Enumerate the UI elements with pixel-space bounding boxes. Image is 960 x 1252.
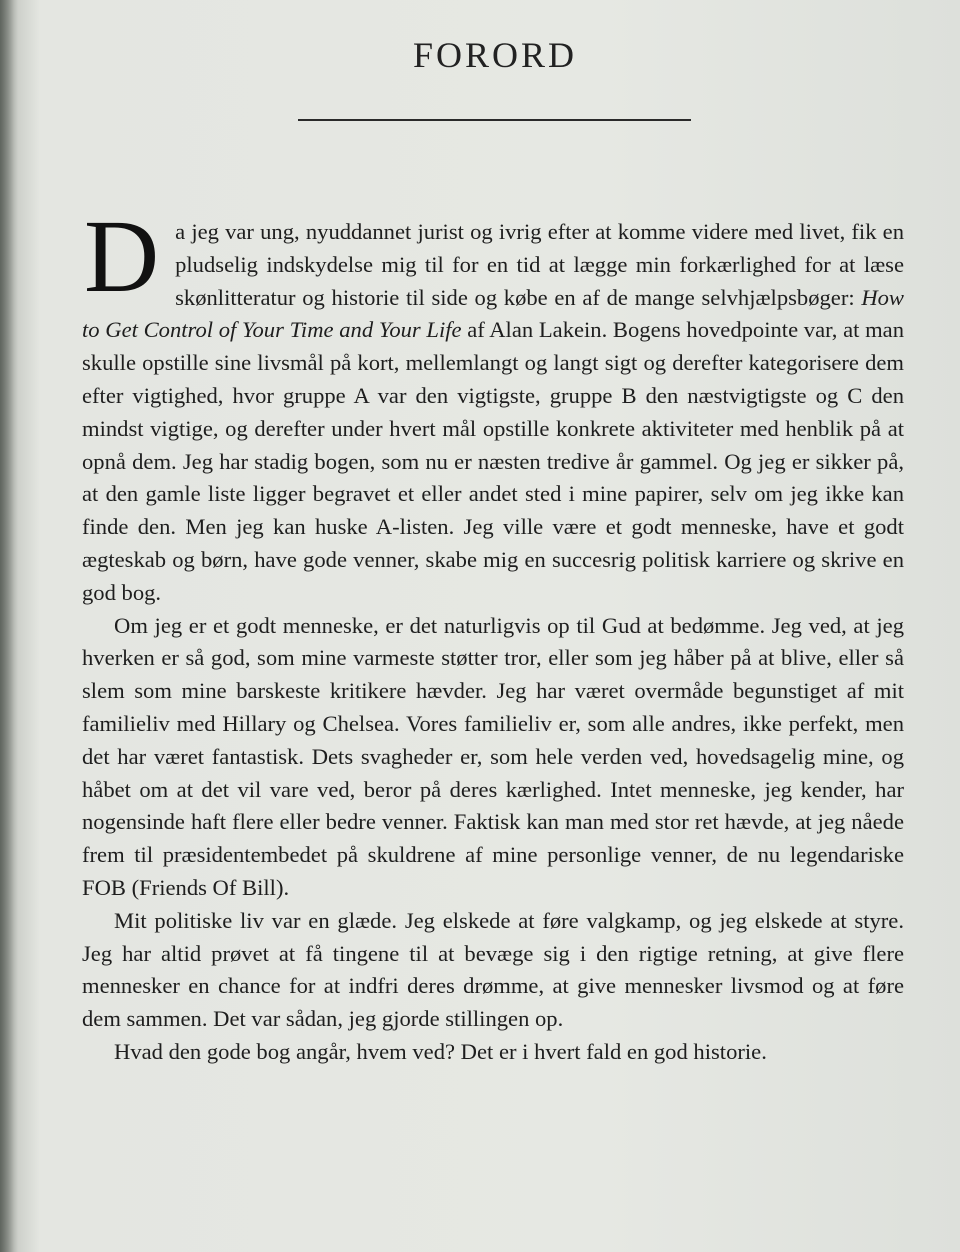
paragraph-1 <box>82 199 904 610</box>
body-text <box>82 199 904 1069</box>
paragraph-1-text-a: a jeg var ung, nyuddannet jurist og ivrig efter at komme videre med livet, fik en pludselig indskydelse mig til for en tid at lægge min forkærlighed for at læse skønlitteratur og historie til side og købe en af de mange selvhjælpsbøger: <box>175 219 904 310</box>
title-divider <box>298 119 691 121</box>
page-spine-shadow <box>0 0 18 1252</box>
chapter-title: FORORD <box>412 35 578 75</box>
paragraph-2: Om jeg er et godt menneske, er det naturligvis op til Gud at bedømme. Jeg ved, at jeg hverken er så god, som mine varmeste støtter tror, eller som jeg håber på at blive, eller så slem som mine barskeste kritikere hævder. Jeg har været overmåde begunstiget af mit familieliv med Hillary og Chelsea. Vores familieliv er, som alle andres, ikke perfekt, men det har været fantastisk. Dets svagheder er, som hele verden ved, hovedsagelig mine, og håbet om at det vil vare ved, beror på deres kærlighed. Intet menneske, jeg kender, har nogensinde haft flere eller bedre venner. Faktisk kan man med stor ret hævde, at jeg nåede frem til præsidentembedet på skuldrene af mine personlige venner, de nu legendariske FOB (Friends Of Bill). <box>82 612 904 900</box>
paragraph-1-text-b: af Alan Lakein. Bogens hovedpointe var, at man skulle opstille sine livsmål på kort, mellemlangt og langt sigt og derefter kategorisere dem efter vigtighed, hvor gruppe A var den vigtigste, gruppe B den næstvigtigste og C den mindst vigtige, og derefter under hvert mål opstille konkrete aktiviteter med henblik på at opnå dem. Jeg har stadig bogen, som nu er næsten tredive år gammel. Og jeg er sikker på, at den gamle liste ligger begravet et eller andet sted i mine papirer, selv om jeg ikke kan finde den. Men jeg kan huske A-listen. Jeg ville være et godt menneske, have et godt ægteskab og børn, have gode venner, skabe mig en succesrig politisk karriere og skrive en god bog. <box>82 317 904 605</box>
drop-cap: D <box>84 199 160 314</box>
paragraph-3: Mit politiske liv var en glæde. Jeg elskede at føre valgkamp, og jeg elskede at styre. Jeg har altid prøvet at få tingene til at bevæge sig i den rigtige retning, at give flere mennesker en chance for at indfri deres drømme, at give mennesker livsmod og at føre dem sammen. Det var sådan, jeg gjorde stillingen op. <box>82 907 904 1032</box>
book-title: How to Get Control of Your Time and Your Life <box>82 284 904 343</box>
paragraph-4: Hvad den gode bog angår, hvem ved? Det er i hvert fald en god historie. <box>114 1038 767 1064</box>
